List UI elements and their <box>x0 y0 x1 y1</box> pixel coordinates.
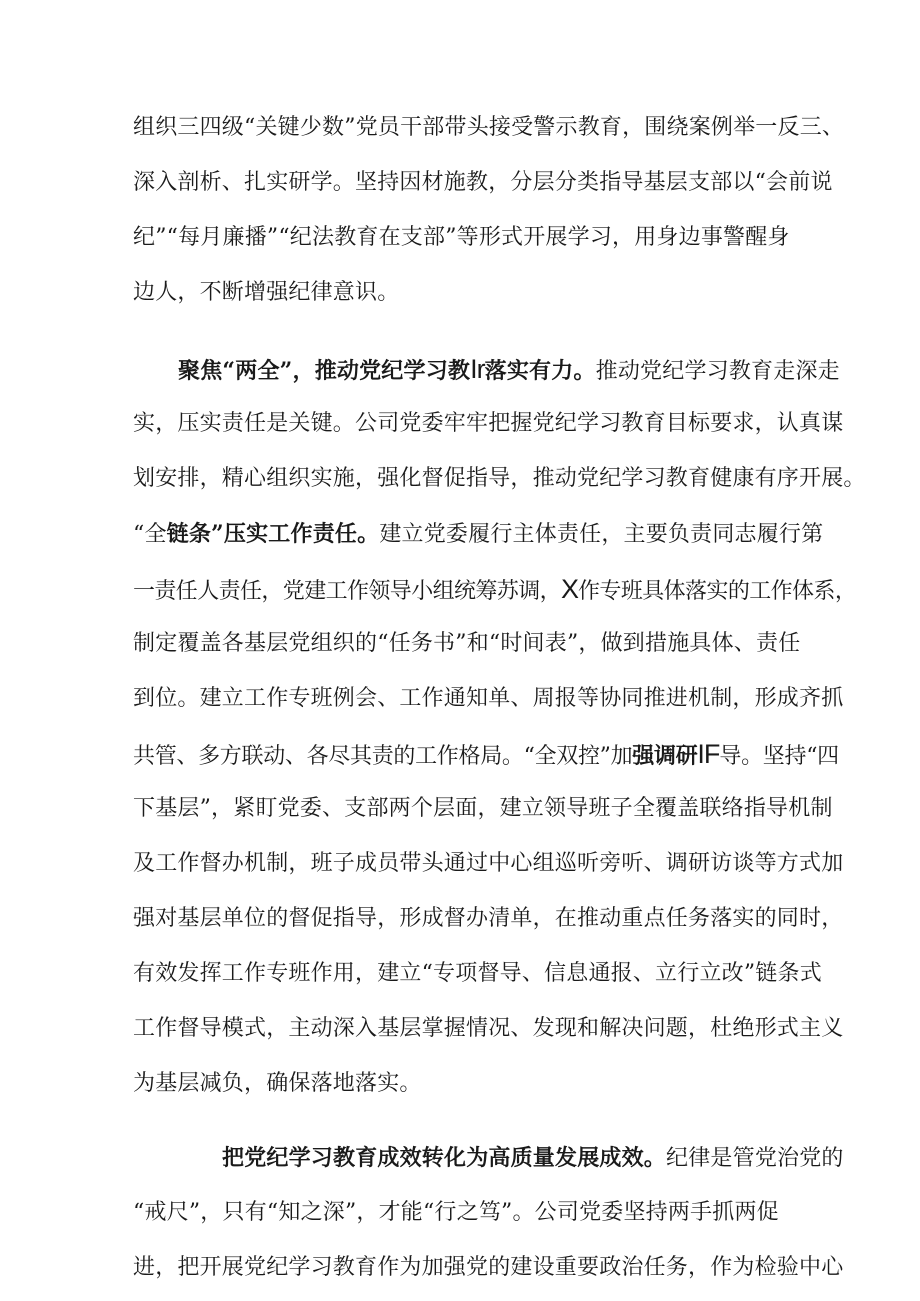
text-segment: 实，压实责任是关键。公司党委牢牢把握党纪学习教育目标要求，认真谋 <box>133 411 844 436</box>
text-segment: 工作督导模式，主动深入基层掌握情况、发现和解决问题，杜绝形式主义 <box>133 1016 844 1041</box>
text-line <box>133 218 790 258</box>
text-segment: 划安排，精心组织实施，强化督促指导，推动党纪学习教育健康有序开展。 <box>133 466 866 491</box>
text-segment: “戒尺”，只有“知之深”，才能“行之笃”。公司党委坚持两手抓两促 <box>133 1200 779 1225</box>
text-segment: 导。坚持“四 <box>719 744 839 769</box>
text-line <box>133 1064 422 1104</box>
text-line <box>133 108 844 148</box>
text-segment: 建立党委履行主体责任，主要负责同志履行第 <box>379 522 824 547</box>
text-segment: 边人，不断增强纪律意识。 <box>133 280 400 305</box>
bold-heading: 落实有力。 <box>484 358 596 384</box>
paragraph-heading-line <box>178 349 840 389</box>
text-line <box>133 899 843 939</box>
text-line <box>133 1193 779 1233</box>
text-segment: X <box>561 574 579 604</box>
text-line <box>133 844 843 884</box>
bold-subheading: 强调研 <box>632 743 698 769</box>
bold-heading: 聚焦“两全”，推动党纪学习教 <box>178 358 471 384</box>
text-segment: 推动党纪学习教育走深走 <box>595 359 840 384</box>
text-segment: 有效发挥工作专班作用，建立“专项督导、信息通报、立行立改”链条式 <box>133 961 822 986</box>
bold-subheading: IF <box>697 739 720 769</box>
text-line <box>133 163 833 203</box>
bold-heading: 把党纪学习教育成效转化为高质量发展成效。 <box>222 1145 667 1171</box>
text-segment: 纪”“每月廉播”“纪法教育在支部”等形式开展学习，用身边事警醒身 <box>133 225 790 250</box>
text-segment: 组织三四级“关键少数”党员干部带头接受警示教育，围绕案例举一反三、 <box>133 115 845 140</box>
text-segment: 作专班具体落实的工作体系， <box>578 579 857 604</box>
text-line <box>133 624 800 664</box>
text-line <box>133 1009 843 1049</box>
text-segment: 下基层”，紧盯党委、支部两个层面，建立领导班子全覆盖联络指导机制 <box>133 796 833 821</box>
subheading-line <box>133 734 839 774</box>
text-segment: 为基层减负，确保落地落实。 <box>133 1071 422 1096</box>
paragraph-heading-line <box>222 1138 844 1178</box>
text-segment: 强对基层单位的督促指导，形成督办清单，在推动重点任务落实的同时， <box>133 906 844 931</box>
text-line <box>133 569 856 609</box>
text-line <box>133 459 866 499</box>
text-segment: 及工作督办机制，班子成员带头通过中心组巡听旁听、调研访谈等方式加 <box>133 851 844 876</box>
text-line <box>133 404 843 444</box>
text-segment: 一责任人责任，党建工作领导小组统筹苏调， <box>133 579 562 604</box>
text-segment: “全 <box>133 522 167 547</box>
text-segment: 到位。建立工作专班例会、工作通知单、周报等协同推进机制，形成齐抓 <box>133 686 844 711</box>
text-line <box>133 1248 843 1288</box>
text-segment: 进，把开展党纪学习教育作为加强党的建设重要政治任务，作为检验中心 <box>133 1255 844 1280</box>
text-line <box>133 789 833 829</box>
text-segment: 共管、多方联动、各尽其责的工作格局。“全双控”加 <box>133 744 633 769</box>
bold-heading: Ir <box>470 354 485 384</box>
text-line <box>133 954 822 994</box>
text-segment: 纪律是管党治党的 <box>666 1146 844 1171</box>
text-segment: 深入剖析、扎实研学。坚持因材施教，分层分类指导基层支部以“会前说 <box>133 170 833 195</box>
text-line <box>133 273 399 313</box>
bold-subheading: 链条”压实工作责任。 <box>166 521 380 547</box>
text-segment: 制定覆盖各基层党组织的“任务书”和“时间表”，做到措施具体、责任 <box>133 631 801 656</box>
subheading-line <box>133 514 823 554</box>
text-line <box>133 679 843 719</box>
